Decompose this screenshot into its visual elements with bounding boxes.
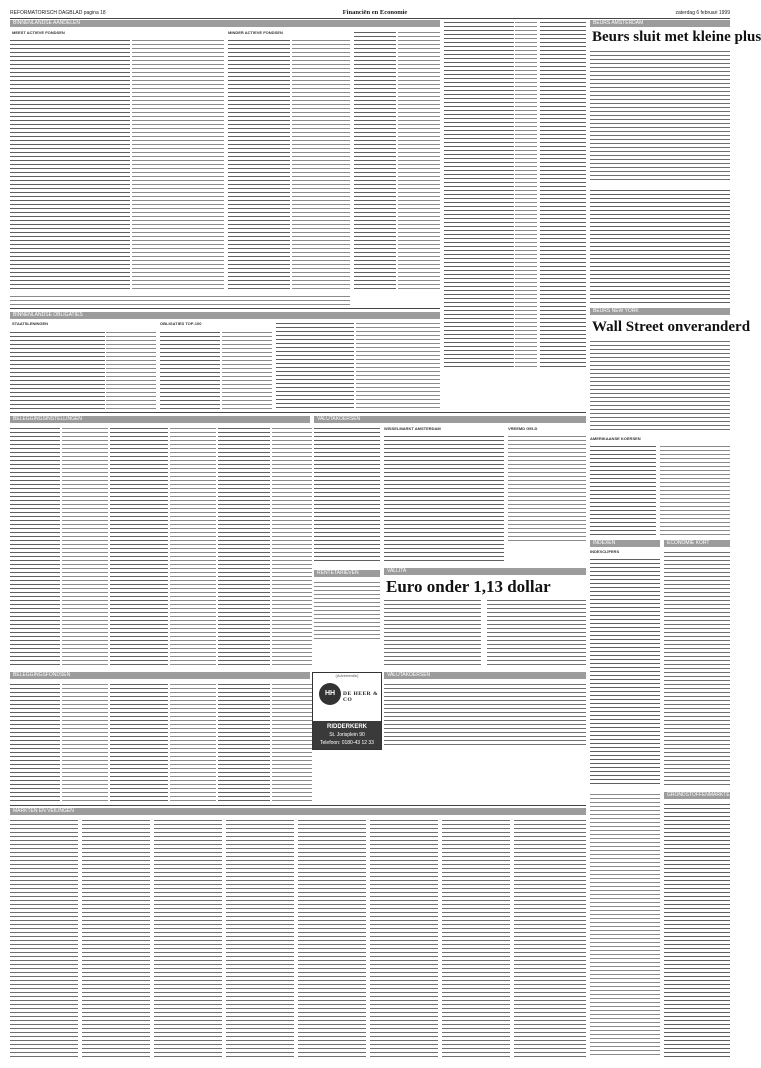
header-title: Financiën en Economie <box>342 9 408 16</box>
section-binnenlandse-obligaties: BINNENLANDSE OBLIGATIES <box>10 312 440 319</box>
newspaper-page <box>10 8 761 1060</box>
markten-col6 <box>370 818 438 1058</box>
table-obligaties-top-values <box>222 330 272 410</box>
table-col-k <box>314 426 380 564</box>
table-col-g <box>276 321 354 410</box>
table-col-e-values <box>515 20 537 370</box>
table-col-i-names <box>110 426 168 668</box>
ad-city: RIDDERKERK <box>326 724 367 730</box>
table-amerikaanse-a <box>590 444 656 536</box>
article-economie-kort <box>664 550 730 788</box>
staatsleningen-heading: STAATSLENINGEN <box>12 321 49 326</box>
section-vallita: VALLITA <box>384 568 586 575</box>
table-rentetarieven <box>314 580 380 640</box>
wisselmarkt-heading: WISSELMARKT AMSTERDAM <box>384 426 441 431</box>
table-col-e-names <box>444 20 514 370</box>
section-rentetarieven: RENTETARIEVEN <box>314 570 380 577</box>
markten-col7 <box>442 818 510 1058</box>
amerikaanse-koersen-heading: AMERIKAANSE KOERSEN <box>590 436 641 441</box>
section-valutakoersen: VALUTAKOERSEN <box>314 416 586 423</box>
table-meest-actieve-values <box>132 38 224 290</box>
article-newyork <box>590 339 730 431</box>
article-amsterdam <box>590 49 730 181</box>
section-valutamarkt: VALUTAKOERSEN <box>384 672 586 679</box>
article-euro-col1 <box>384 598 481 668</box>
ad-address: St. Jorisplein 90 <box>329 732 365 738</box>
table-minder-actieve-values <box>292 38 350 290</box>
table-fondsen-c-names <box>218 682 270 802</box>
table-col-f <box>540 20 586 370</box>
headline-amsterdam: Beurs sluit met kleine plus <box>592 29 761 45</box>
vreemd-geld-heading: VREEMD GELD <box>508 426 538 431</box>
table-footnote <box>10 294 350 306</box>
article-euro-col2 <box>487 598 586 668</box>
table-col-d-values <box>398 30 440 290</box>
ad-logo: HH <box>319 683 341 705</box>
section-beleggingsinstellingen: BELEGGINGSINSTELLINGEN <box>10 416 310 423</box>
table-col-j-names <box>218 426 270 668</box>
markten-col4 <box>226 818 294 1058</box>
table-grondstoffen <box>664 802 730 1058</box>
advertisement <box>312 672 382 750</box>
rule-3 <box>10 805 586 806</box>
ad-company: DE HEER & CO <box>343 691 379 703</box>
table-beleggingsinstellingen-names <box>10 426 60 668</box>
markten-col5 <box>298 818 366 1058</box>
table-minder-actieve-names <box>228 38 290 290</box>
ad-phone: Telefoon: 0180-43 12 33 <box>320 740 374 746</box>
table-col-i-values <box>170 426 216 668</box>
table-staatsleningen-values <box>106 330 156 410</box>
minder-actieve-heading: MINDER ACTIEVE FONDSEN <box>228 30 283 35</box>
table-vreemd-geld <box>508 434 586 544</box>
table-col-j-values <box>272 426 312 668</box>
markten-col8 <box>514 818 586 1058</box>
table-fondsen-c-values <box>272 682 312 802</box>
markten-col2 <box>82 818 150 1058</box>
rule-2 <box>10 412 586 413</box>
section-economie-kort: ECONOMIE KORT <box>664 540 730 547</box>
section-markten-veilingen: MARKTEN EN VEILINGEN <box>10 808 586 815</box>
obligaties-top-heading: OBLIGATIES TOP-100 <box>160 321 202 326</box>
table-obligaties-top <box>160 330 220 410</box>
table-amerikaanse-b <box>660 444 730 536</box>
ad-contact <box>313 721 381 749</box>
ad-label: (Advertentie) <box>335 673 359 678</box>
header-date: zaterdag 6 februari 1999 <box>675 10 730 16</box>
table-indexen <box>590 557 660 787</box>
table-amsterdam-right <box>590 188 730 304</box>
rule-1 <box>10 308 440 309</box>
table-wisselmarkt <box>384 434 504 564</box>
section-beleggingsfondsen: BELEGGINGSFONDSEN <box>10 672 310 679</box>
section-beurs-newyork: BEURS NEW YORK <box>590 308 730 315</box>
section-binnenlandse-aandelen: BINNENLANDSE AANDELEN <box>10 20 440 27</box>
table-fondsen-b-names <box>110 682 168 802</box>
meest-actieve-heading: MEEST ACTIEVE FONDSEN <box>12 30 65 35</box>
header-left: REFORMATORISCH DAGBLAD pagina 18 <box>10 10 106 16</box>
table-beleggingsinstellingen-values <box>62 426 108 668</box>
table-staatsleningen <box>10 330 105 410</box>
table-fondsen-values <box>62 682 108 802</box>
table-meest-actieve-names <box>10 38 130 290</box>
markten-col1 <box>10 818 78 1058</box>
table-fondsen-b-values <box>170 682 216 802</box>
table-fondsen-names <box>10 682 60 802</box>
headline-newyork: Wall Street onveranderd <box>592 319 751 335</box>
table-col-h <box>356 321 440 410</box>
table-col-d-names <box>354 30 396 290</box>
section-grondstoffenmarkten: GRONDSTOFFENMARKTEN <box>664 792 730 799</box>
table-grondstoffen-left <box>590 792 660 1058</box>
markten-col3 <box>154 818 222 1058</box>
headline-euro: Euro onder 1,13 dollar <box>386 577 551 596</box>
indexcijfers-heading: INDEXCIJFERS <box>590 549 620 554</box>
section-beurs-amsterdam: BEURS AMSTERDAM <box>590 20 730 27</box>
page-header <box>10 8 730 19</box>
article-valuta <box>384 682 586 746</box>
section-indexen: INDEXEN <box>590 540 660 547</box>
